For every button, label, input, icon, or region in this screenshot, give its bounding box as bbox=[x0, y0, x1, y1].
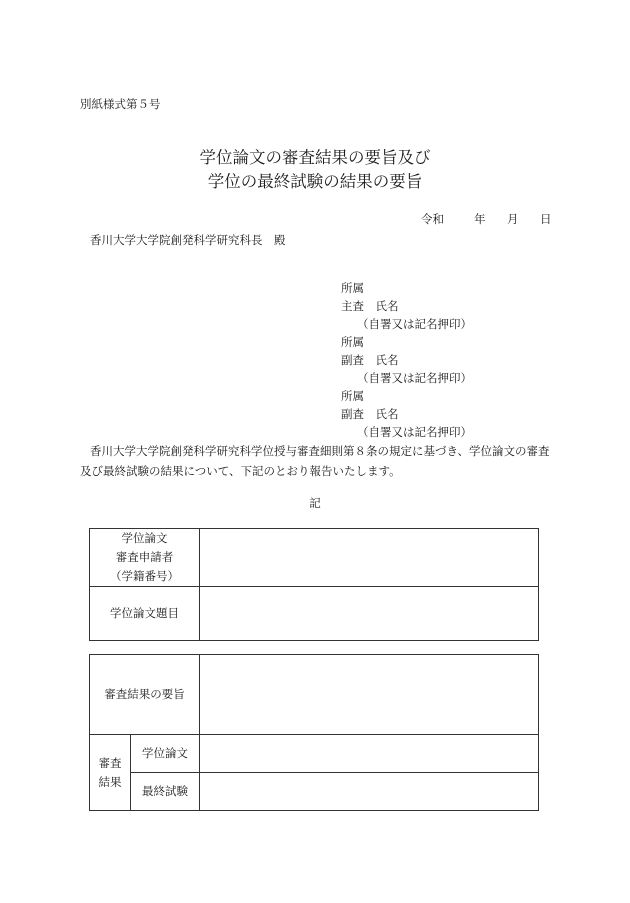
sub-examiner-2-affiliation: 所属 bbox=[341, 389, 364, 403]
ki-heading: 記 bbox=[309, 496, 321, 510]
sub-examiner-2-seal: （自署又は記名押印） bbox=[357, 425, 472, 439]
result-label-line-2: 結果 bbox=[98, 774, 122, 789]
applicant-label-cell bbox=[90, 529, 200, 587]
report-statement: 香川大学大学院創発科学研究科学位授与審査細則第８条の規定に基づき、学位論文の審査及び最終試験の結果について、下記のとおり報告いたします。 bbox=[80, 444, 550, 478]
thesis-title-value-cell[interactable] bbox=[200, 587, 539, 641]
date-day: 日 bbox=[540, 212, 552, 226]
applicant-label-line-3: （学籍番号） bbox=[110, 569, 179, 583]
document-title-line-2: 学位の最終試験の結果の要旨 bbox=[207, 172, 423, 191]
sub-examiner-1-affiliation: 所属 bbox=[341, 335, 364, 349]
applicant-table bbox=[89, 528, 539, 641]
thesis-result-value-cell[interactable] bbox=[200, 735, 539, 773]
summary-label: 審査結果の要旨 bbox=[90, 655, 200, 735]
exam-result-value-cell[interactable] bbox=[200, 773, 539, 811]
sub-examiner-1-name: 副査 氏名 bbox=[341, 353, 399, 367]
applicant-label-line-1: 学位論文 bbox=[121, 531, 168, 545]
chief-examiner-affiliation: 所属 bbox=[341, 281, 364, 295]
date-month: 月 bbox=[507, 212, 519, 226]
result-label-cell bbox=[90, 735, 131, 811]
sub-examiner-1-seal: （自署又は記名押印） bbox=[357, 371, 472, 385]
results-table bbox=[89, 654, 539, 811]
date-era: 令和 bbox=[421, 212, 444, 226]
thesis-result-label: 学位論文 bbox=[131, 735, 200, 773]
applicant-value-cell[interactable] bbox=[200, 529, 539, 587]
chief-examiner-name: 主査 氏名 bbox=[341, 299, 399, 313]
exam-result-label: 最終試験 bbox=[131, 773, 200, 811]
applicant-label-line-2: 審査申請者 bbox=[115, 550, 174, 564]
sub-examiner-2-name: 副査 氏名 bbox=[341, 407, 399, 421]
document-title-line-1: 学位論文の審査結果の要旨及び bbox=[199, 148, 431, 167]
chief-examiner-seal: （自署又は記名押印） bbox=[357, 317, 472, 331]
date-year: 年 bbox=[474, 212, 486, 226]
thesis-title-label: 学位論文題目 bbox=[90, 587, 200, 641]
addressee: 香川大学大学院創発科学研究科長 殿 bbox=[90, 233, 286, 247]
summary-value-cell[interactable] bbox=[200, 655, 539, 735]
form-number: 別紙様式第５号 bbox=[80, 97, 161, 111]
result-label-line-1: 審査 bbox=[98, 755, 122, 770]
